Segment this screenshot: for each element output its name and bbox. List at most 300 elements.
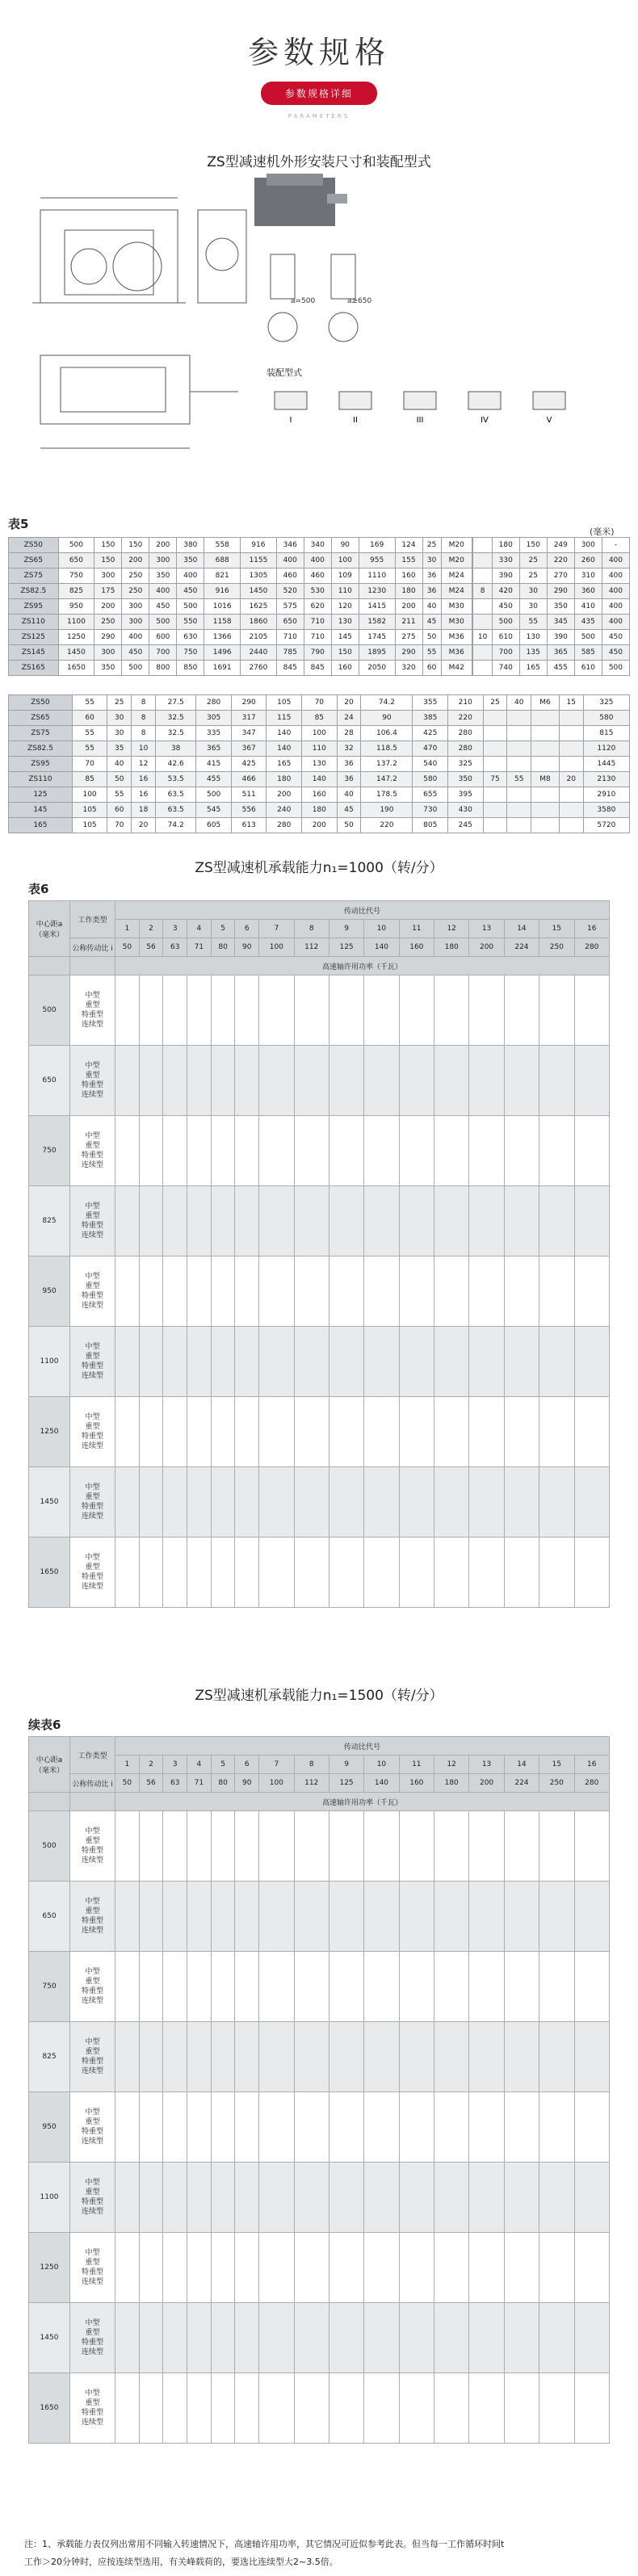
table-cell: 105: [267, 695, 302, 711]
table-cell: M42: [441, 661, 472, 676]
table-cell: [504, 1952, 539, 2022]
table-cell: 955: [359, 553, 395, 568]
table-cell: 30: [107, 711, 132, 726]
table-cell: 40: [337, 787, 361, 803]
table-cell: [364, 2303, 399, 2373]
table-cell: [574, 1952, 610, 2022]
table-cell: [259, 1116, 294, 1186]
table-cell: [259, 2233, 294, 2303]
table-cell: 130: [519, 630, 547, 645]
table-cell: 75: [483, 772, 507, 787]
table-cell: [531, 818, 560, 833]
table-cell: [531, 741, 560, 757]
table-cell: 350: [94, 661, 122, 676]
header-cell: 200: [469, 938, 504, 957]
table-cell: 74.2: [155, 818, 195, 833]
table-cell: 36: [422, 584, 441, 599]
table-cell: 180: [395, 584, 422, 599]
table-row: [9, 615, 630, 630]
table-cell: [399, 1397, 434, 1467]
table-cell: 1445: [583, 757, 629, 772]
table-cell: [235, 1116, 259, 1186]
table-cell: 1100: [29, 2163, 70, 2233]
table-cell: [294, 1327, 329, 1397]
table-cell: 330: [492, 553, 519, 568]
table6-title: ZS型减速机承载能力n₁=1000（转/分）: [195, 860, 443, 876]
table-cell: 390: [492, 568, 519, 584]
table-cell: [539, 1952, 574, 2022]
table-cell: 395: [448, 787, 484, 803]
table-cell: [504, 2233, 539, 2303]
table-cell: [531, 787, 560, 803]
table-cell: 109: [331, 568, 359, 584]
table-cell: [469, 1186, 504, 1257]
table-cell: 511: [231, 787, 267, 803]
table-cell: [187, 2163, 212, 2233]
table-cell: 中型 重型 特重型 连续型: [70, 2092, 115, 2163]
table-cell: [235, 1257, 259, 1327]
header-cell: 125: [329, 1774, 363, 1793]
assembly-type-box: [533, 392, 565, 409]
table-cell: 400: [149, 584, 177, 599]
table-cell: 110: [302, 741, 338, 757]
table-cell: 800: [149, 661, 177, 676]
table-cell: [399, 1467, 434, 1538]
table-cell: 821: [204, 568, 241, 584]
table-cell: [187, 1952, 212, 2022]
table-cell: 916: [204, 584, 241, 599]
table-cell: 400: [276, 553, 304, 568]
table-cell: [469, 1257, 504, 1327]
table-cell: 750: [58, 568, 94, 584]
table-cell: [139, 1467, 163, 1538]
table-cell: [364, 1186, 399, 1257]
table-cell: [473, 538, 492, 553]
table-row: [9, 711, 630, 726]
table-cell: [259, 2163, 294, 2233]
table-cell: 580: [583, 711, 629, 726]
header-cell: 4: [187, 1756, 212, 1774]
table-cell: 460: [304, 568, 331, 584]
table-cell: 55: [72, 726, 107, 741]
table-cell: [329, 1186, 363, 1257]
table-cell: [235, 1327, 259, 1397]
table-cell: [399, 1538, 434, 1608]
table-cell: 200: [122, 553, 149, 568]
header-cell: 11: [399, 920, 434, 938]
table-cell: [434, 2303, 469, 2373]
table-cell: [235, 1811, 259, 1882]
table-cell: 中型 重型 特重型 连续型: [70, 2373, 115, 2444]
table-cell: [139, 975, 163, 1046]
table-cell: M30: [441, 599, 472, 615]
table-cell: [539, 1882, 574, 1952]
table-cell: 450: [149, 599, 177, 615]
table-cell: [115, 2303, 140, 2373]
table-cell: 55: [507, 772, 531, 787]
table-cell: 650: [58, 553, 94, 568]
table-row: [9, 741, 630, 757]
table-cell: 845: [276, 661, 304, 676]
table-cell: 650: [276, 615, 304, 630]
table-cell: [574, 2303, 610, 2373]
table-cell: 750: [29, 1952, 70, 2022]
table-cell: 1415: [359, 599, 395, 615]
table-cell: 500: [602, 661, 629, 676]
table-cell: [434, 1116, 469, 1186]
table-cell: 18: [132, 803, 156, 818]
table-cell: 310: [574, 568, 602, 584]
table-cell: [163, 1467, 187, 1538]
table-cell: [364, 1116, 399, 1186]
table-cell: [211, 1116, 235, 1186]
table-cell: 8: [473, 584, 492, 599]
table-cell: 400: [602, 599, 629, 615]
table-cell: [139, 2022, 163, 2092]
table-cell: 400: [122, 630, 149, 645]
table-cell: [531, 726, 560, 741]
table-cell: [235, 2163, 259, 2233]
table-cell: 55: [107, 787, 132, 803]
table-cell: 520: [276, 584, 304, 599]
table-cell: 790: [304, 645, 331, 661]
table-cell: [329, 1327, 363, 1397]
table-cell: 385: [413, 711, 448, 726]
table-cell: 815: [583, 726, 629, 741]
table5-shafts: [8, 694, 630, 833]
table-row: [9, 695, 630, 711]
table-cell: [399, 2022, 434, 2092]
table-cell: [399, 1046, 434, 1116]
table-cell: [294, 975, 329, 1046]
header-cell: 9: [329, 1756, 363, 1774]
table-cell: [187, 1046, 212, 1116]
table-row: [29, 2373, 610, 2444]
table-cell: 160: [395, 568, 422, 584]
table-cell: [434, 975, 469, 1046]
table-cell: 25: [483, 695, 507, 711]
table-cell: [469, 975, 504, 1046]
table-cell: 147.2: [361, 772, 413, 787]
table-cell: 610: [492, 630, 519, 645]
table-cell: [539, 2163, 574, 2233]
table-cell: 2760: [241, 661, 277, 676]
table-cell: 365: [196, 741, 232, 757]
table-cell: 70: [72, 757, 107, 772]
table-cell: [115, 2233, 140, 2303]
table-cell: 1450: [58, 645, 94, 661]
table-cell: [504, 2303, 539, 2373]
table-cell: 740: [492, 661, 519, 676]
table-cell: 24: [337, 711, 361, 726]
table-cell: [469, 2092, 504, 2163]
table-cell: [139, 1397, 163, 1467]
table-cell: [163, 2092, 187, 2163]
table-cell: [329, 1257, 363, 1327]
table-cell: 210: [448, 695, 484, 711]
table-cell: [163, 975, 187, 1046]
table-cell: 169: [359, 538, 395, 553]
table-row: [9, 538, 630, 553]
table-cell: 2910: [583, 787, 629, 803]
table-cell: [574, 2163, 610, 2233]
table-cell: [574, 1467, 610, 1538]
table-cell: 140: [267, 726, 302, 741]
table-cell: [473, 645, 492, 661]
header-cell: 200: [469, 1774, 504, 1793]
table-cell: [539, 1538, 574, 1608]
table-cell: 90: [331, 538, 359, 553]
table-cell: 340: [304, 538, 331, 553]
table-cell: [139, 2163, 163, 2233]
table-cell: 中型 重型 特重型 连续型: [70, 2163, 115, 2233]
table-cell: 500: [574, 630, 602, 645]
table-row: [9, 553, 630, 568]
header-cell: 16: [574, 920, 610, 938]
table5-unit: (毫米): [590, 527, 615, 537]
table-cell: [434, 1397, 469, 1467]
table-cell: [259, 2373, 294, 2444]
table-cell: [211, 1046, 235, 1116]
table-cell: 466: [231, 772, 267, 787]
table-cell: 580: [413, 772, 448, 787]
table-cell: [574, 1327, 610, 1397]
table-cell: [187, 2373, 212, 2444]
table-cell: [187, 975, 212, 1046]
table-cell: 中型 重型 特重型 连续型: [70, 1046, 115, 1116]
table-cell: 118.5: [361, 741, 413, 757]
header-cell: [29, 957, 70, 975]
table-cell: [211, 2233, 235, 2303]
header-cell: 100: [259, 1774, 294, 1793]
table-cell: [473, 553, 492, 568]
table-cell: 130: [331, 615, 359, 630]
table-cell: [539, 975, 574, 1046]
table-cell: 280: [448, 726, 484, 741]
table-cell: [504, 1327, 539, 1397]
table-cell: 8: [132, 726, 156, 741]
table-cell: 400: [304, 553, 331, 568]
table-cell: [504, 2373, 539, 2444]
table-cell: [329, 1116, 363, 1186]
table-cell: 600: [149, 630, 177, 645]
table-cell: [294, 1811, 329, 1882]
table-cell: 220: [547, 553, 574, 568]
table-cell: 220: [361, 818, 413, 833]
table-row: [29, 2303, 610, 2373]
table-cell: 10: [132, 741, 156, 757]
table-cell: [259, 1046, 294, 1116]
table-cell: [235, 1046, 259, 1116]
table-cell: 中型 重型 特重型 连续型: [70, 1257, 115, 1327]
table-cell: 1230: [359, 584, 395, 599]
table-row: [29, 1538, 610, 1608]
table-cell: ZS82.5: [9, 741, 73, 757]
header-cell: 7: [259, 1756, 294, 1774]
table-row: [9, 584, 630, 599]
table-cell: 360: [574, 584, 602, 599]
assembly-type-box: [468, 392, 501, 409]
table-cell: [434, 2022, 469, 2092]
table-cell: [235, 1952, 259, 2022]
table-cell: 710: [276, 630, 304, 645]
table-cell: [399, 2373, 434, 2444]
header-cell: 11: [399, 1756, 434, 1774]
table-cell: 450: [492, 599, 519, 615]
table-cell: [483, 757, 507, 772]
header-cell: 112: [294, 1774, 329, 1793]
table-cell: 30: [422, 553, 441, 568]
table-cell: 178.5: [361, 787, 413, 803]
table-cell: 275: [395, 630, 422, 645]
table-cell: [187, 1397, 212, 1467]
table-cell: 1100: [29, 1327, 70, 1397]
header-cell: 工作类型: [70, 901, 115, 938]
header-cell: 16: [574, 1756, 610, 1774]
table-cell: [163, 1327, 187, 1397]
table-cell: 140: [302, 772, 338, 787]
table-cell: [469, 2373, 504, 2444]
table-cell: 15: [559, 695, 583, 711]
table-cell: [473, 661, 492, 676]
table-cell: 中型 重型 特重型 连续型: [70, 2022, 115, 2092]
table-cell: 250: [122, 584, 149, 599]
table-row: [9, 787, 630, 803]
table-cell: [504, 1116, 539, 1186]
header-cell: 56: [139, 938, 163, 957]
table-cell: [574, 1046, 610, 1116]
table-cell: 27.5: [155, 695, 195, 711]
table-cell: [235, 1186, 259, 1257]
table-cell: 2440: [241, 645, 277, 661]
assembly-types: [275, 392, 565, 425]
table-row: [29, 2233, 610, 2303]
table-cell: [139, 2303, 163, 2373]
header-cell: 63: [163, 1774, 187, 1793]
table-cell: M30: [441, 615, 472, 630]
table-cell: 1250: [29, 2233, 70, 2303]
table-row: [29, 2092, 610, 2163]
table-cell: [504, 1257, 539, 1327]
table-cell: 1250: [29, 1397, 70, 1467]
table-row: [9, 772, 630, 787]
header-row: [29, 1756, 610, 1774]
table-cell: 450: [602, 630, 629, 645]
table-cell: 124: [395, 538, 422, 553]
table-cell: [163, 1186, 187, 1257]
table-cell: [235, 1467, 259, 1538]
table-cell: [139, 1952, 163, 2022]
table-cell: 53.5: [155, 772, 195, 787]
table-cell: [139, 1257, 163, 1327]
table-cell: ZS95: [9, 757, 73, 772]
table-cell: 60: [72, 711, 107, 726]
table-cell: [539, 1467, 574, 1538]
table-cell: [399, 1257, 434, 1327]
footnote-line2: 工作＞20分钟时，应按连续型选用，有关峰载荷的，要选比连续型大2~3.5倍。: [24, 2557, 338, 2567]
table-cell: [115, 1046, 140, 1116]
table-cell: 85: [72, 772, 107, 787]
table-cell: 1650: [29, 2373, 70, 2444]
table-cell: 650: [29, 1046, 70, 1116]
table-cell: 1625: [241, 599, 277, 615]
table-cell: [531, 803, 560, 818]
table-cell: 中型 重型 特重型 连续型: [70, 1116, 115, 1186]
table-cell: 25: [107, 695, 132, 711]
table-cell: [364, 1467, 399, 1538]
table-cell: [115, 1186, 140, 1257]
table-cell: 290: [547, 584, 574, 599]
table-cell: [139, 1327, 163, 1397]
table-cell: 400: [602, 584, 629, 599]
table-cell: [364, 1327, 399, 1397]
table-row: [29, 1952, 610, 2022]
table-cell: 365: [547, 645, 574, 661]
table-row: [29, 1186, 610, 1257]
header-cell: 80: [211, 938, 235, 957]
table-cell: 620: [304, 599, 331, 615]
table-cell: 455: [196, 772, 232, 787]
table-cell: 1120: [583, 741, 629, 757]
table-cell: [163, 1397, 187, 1467]
table-cell: 36: [337, 772, 361, 787]
header-cell: 280: [574, 938, 610, 957]
table-cell: 290: [94, 630, 122, 645]
table-cell: 2130: [583, 772, 629, 787]
table-cell: 500: [177, 599, 204, 615]
table-cell: 367: [231, 741, 267, 757]
table-cell: 556: [231, 803, 267, 818]
table-cell: 470: [413, 741, 448, 757]
table5-label: 表5: [8, 517, 29, 531]
footnote-line1: 注：1、承载能力表仅列出常用不同输入转速情况下，高速轴许用功率，其它情况可近似参考此表。但当每一工作循环时间t: [24, 2539, 505, 2549]
header-cell: 71: [187, 1774, 212, 1793]
table-cell: [211, 1327, 235, 1397]
table-cell: 125: [9, 787, 73, 803]
header-cell: [29, 1793, 70, 1811]
table-cell: [399, 975, 434, 1046]
table-cell: [399, 1882, 434, 1952]
table-cell: [294, 1186, 329, 1257]
table-row: [29, 1811, 610, 1882]
table-cell: 455: [547, 661, 574, 676]
table-cell: [399, 2233, 434, 2303]
table-cell: 190: [361, 803, 413, 818]
table-cell: [187, 1257, 212, 1327]
assembly-type-label: IV: [481, 416, 489, 425]
table-cell: 245: [448, 818, 484, 833]
header-cell: 公称传动比 i: [70, 938, 115, 957]
table-cell: 317: [231, 711, 267, 726]
table-cell: 500: [122, 661, 149, 676]
table-cell: [539, 1327, 574, 1397]
table-row: [29, 1397, 610, 1467]
table-cell: [211, 1257, 235, 1327]
header-cell: 180: [434, 938, 469, 957]
table-cell: [399, 1952, 434, 2022]
table-cell: 655: [413, 787, 448, 803]
table-cell: M6: [531, 695, 560, 711]
table-row: [9, 757, 630, 772]
table-cell: 中型 重型 特重型 连续型: [70, 975, 115, 1046]
table-cell: [507, 757, 531, 772]
table-cell: 425: [413, 726, 448, 741]
table-cell: 135: [519, 645, 547, 661]
table-cell: [364, 975, 399, 1046]
table-cell: M20: [441, 553, 472, 568]
table-cell: 950: [29, 2092, 70, 2163]
table-cell: 415: [196, 757, 232, 772]
